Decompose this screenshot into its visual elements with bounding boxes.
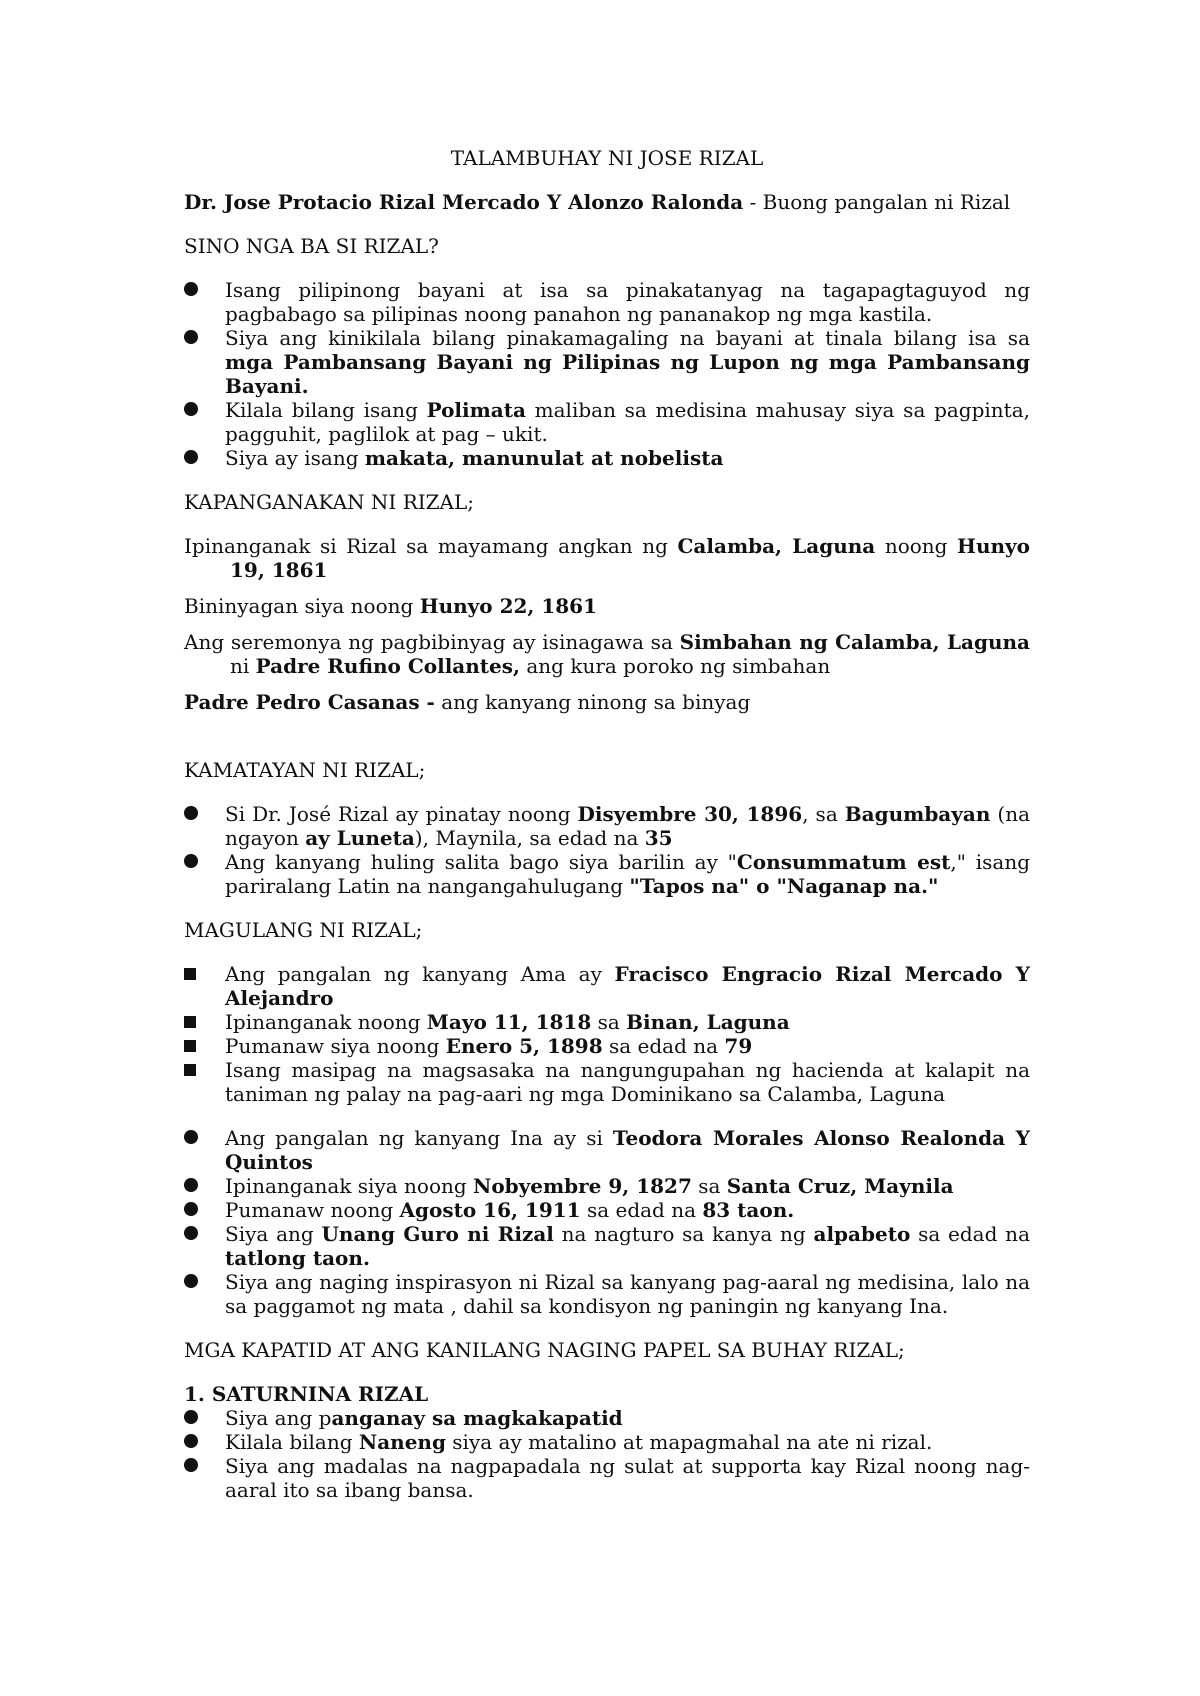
list-text-bold: Polimata [426, 398, 526, 422]
fullname-line [184, 190, 1030, 214]
list-text-bold: Santa Cruz, Maynila [726, 1174, 954, 1198]
fullname-rest: - Buong pangalan ni Rizal [743, 190, 1011, 214]
section-heading-sino: SINO NGA BA SI RIZAL? [184, 234, 439, 258]
list-item [184, 802, 1030, 850]
list-item [184, 278, 1030, 326]
bullet-square-icon [184, 1016, 196, 1028]
list-text: Kilala bilang [225, 1430, 359, 1454]
sibling-heading-text: 1. SATURNINA RIZAL [184, 1382, 429, 1406]
list-item [184, 1406, 1030, 1430]
list-text: Isang pilipinong bayani at isa sa pinakatanyag na tagapagtaguyod ng pagbabago sa pilipinas noong panahon ng pananakop ng mga kastila. [225, 278, 1030, 326]
list-text: (na ngayon [225, 802, 1031, 850]
bullet-dot-icon [184, 450, 198, 464]
list-text-bold: mga Pambansang Bayani ng Pilipinas ng Lupon ng mga Pambansang Bayani. [225, 350, 1030, 398]
list-text: Siya ang kinikilala bilang pinakamagaling na bayani at tinala bilang isa sa [225, 326, 1030, 350]
text-run-bold: Calamba, Laguna [677, 534, 876, 558]
list-text: na nagturo sa kanya ng [553, 1222, 814, 1246]
list-text: ), Maynila, sa edad na [414, 826, 645, 850]
bullet-dot-icon [184, 1178, 198, 1192]
list-text-bold: Nobyembre 9, 1827 [473, 1174, 692, 1198]
bullet-square-icon [184, 1040, 196, 1052]
list-item [184, 1034, 1030, 1058]
list-item [184, 1430, 1030, 1454]
list-text-bold: Agosto 16, 1911 [399, 1198, 581, 1222]
list-text-bold: 83 taon. [702, 1198, 795, 1222]
list-text-bold: 35 [644, 826, 673, 850]
bullet-dot-icon [184, 330, 198, 344]
list-text-bold: Binan, Laguna [626, 1010, 790, 1034]
list-item [184, 1198, 1030, 1222]
bullet-square-icon [184, 1064, 196, 1076]
list-item [184, 446, 1030, 470]
list-text: sa edad na [580, 1198, 703, 1222]
bullet-dot-icon [184, 1434, 198, 1448]
bullet-dot-icon [184, 854, 198, 868]
list-item [184, 398, 1030, 446]
list-text-bold: alpabeto [813, 1222, 911, 1246]
list-text: ," isang pariralang Latin na nangangahulugang [225, 850, 1030, 898]
text-run: ni [230, 654, 256, 678]
text-run: Ipinanganak si Rizal sa mayamang angkan ng [184, 534, 678, 558]
list-text: Ipinanganak siya noong [225, 1174, 474, 1198]
text-run-bold: Padre Rufino Collantes, [255, 654, 520, 678]
list-text: maliban sa medisina mahusay siya sa pagpinta, pagguhit, paglilok at pag – ukit. [225, 398, 1031, 446]
list-item [184, 1058, 1030, 1106]
list-text: Ipinanganak noong [225, 1010, 427, 1034]
list-text: Ang pangalan ng kanyang Ama ay [225, 962, 615, 986]
list-text-bold: Enero 5, 1898 [445, 1034, 603, 1058]
list-text-bold: ay Luneta [305, 826, 415, 850]
section-heading-kapanganakan: KAPANGANAKAN NI RIZAL; [184, 490, 475, 514]
section-heading-magulang: MAGULANG NI RIZAL; [184, 918, 423, 942]
list-text: Siya ang madalas na nagpapadala ng sulat at supporta kay Rizal noong nag-aaral ito sa ibang bansa. [225, 1454, 1030, 1502]
list-item [184, 1454, 1030, 1502]
bullet-dot-icon [184, 1226, 198, 1240]
text-run: Bininyagan siya noong [184, 594, 420, 618]
text-run: ang kura poroko ng simbahan [520, 654, 831, 678]
section-heading-kamatayan: KAMATAYAN NI RIZAL; [184, 758, 426, 782]
list-text: Ang pangalan ng kanyang Ina ay si [225, 1126, 613, 1150]
bullet-dot-icon [184, 1274, 198, 1288]
list-item [184, 962, 1030, 1010]
text-run-bold: Hunyo 22, 1861 [419, 594, 598, 618]
list-text: Siya ang p [225, 1406, 332, 1430]
birth-paragraph [184, 534, 1030, 582]
list-text: Si Dr. José Rizal ay pinatay noong [225, 802, 578, 826]
list-text-bold: Fracisco Engracio Rizal Mercado Y Alejandro [225, 962, 1031, 1010]
list-item [184, 1270, 1030, 1318]
list-text-bold: Naneng [358, 1430, 446, 1454]
list-text-bold: Mayo 11, 1818 [426, 1010, 592, 1034]
page-title: TALAMBUHAY NI JOSE RIZAL [450, 146, 764, 170]
list-text-bold: Bagumbayan [844, 802, 991, 826]
list-text: sa [591, 1010, 627, 1034]
list-item [184, 850, 1030, 898]
list-text: sa edad na [602, 1034, 725, 1058]
bullet-dot-icon [184, 1458, 198, 1472]
list-text: Pumanaw noong [225, 1198, 400, 1222]
text-run-bold: Padre Pedro Casanas - [184, 690, 435, 714]
saturnina-list [184, 1406, 1030, 1502]
list-text: Siya ang naging inspirasyon ni Rizal sa kanyang pag-aaral ng medisina, lalo na sa paggamot ng mata , dahil sa kondisyon ng paningin ng kanyang Ina. [225, 1270, 1030, 1318]
list-item [184, 1010, 1030, 1034]
list-text: Kilala bilang isang [225, 398, 427, 422]
list-text: Isang masipag na magsasaka na nangungupahan ng hacienda at kalapit na taniman ng palay na pag-aari ng mga Dominikano sa Calamba, Laguna [225, 1058, 1030, 1106]
bullet-dot-icon [184, 282, 198, 296]
list-item [184, 1126, 1030, 1174]
list-text-bold: Teodora Morales Alonso Realonda Y Quintos [225, 1126, 1031, 1174]
list-text: , sa [802, 802, 845, 826]
text-run-bold: Hunyo 19, 1861 [230, 534, 1030, 582]
bullet-dot-icon [184, 1130, 198, 1144]
bullet-dot-icon [184, 806, 198, 820]
fullname-bold: Dr. Jose Protacio Rizal Mercado Y Alonzo Ralonda [184, 190, 744, 214]
spacer [184, 726, 1030, 758]
list-item [184, 326, 1030, 398]
list-text: Ang kanyang huling salita bago siya barilin ay " [225, 850, 737, 874]
list-text-bold: makata, manunulat at nobelista [364, 446, 724, 470]
bullet-dot-icon [184, 1410, 198, 1424]
list-text-bold: Disyembre 30, 1896 [577, 802, 803, 826]
list-text: Siya ang [225, 1222, 322, 1246]
bullet-square-icon [184, 968, 196, 980]
list-text-bold: Consummatum est [736, 850, 951, 874]
baptism-place-paragraph [184, 630, 1030, 678]
list-text: sa edad na [910, 1222, 1030, 1246]
bullet-dot-icon [184, 1202, 198, 1216]
list-text-bold: anganay sa magkakapatid [331, 1406, 623, 1430]
list-text: Siya ay isang [225, 446, 365, 470]
ina-list [184, 1126, 1030, 1318]
section-heading-kapatid: MGA KAPATID AT ANG KANILANG NAGING PAPEL SA BUHAY RIZAL; [184, 1338, 905, 1362]
kamatayan-list [184, 802, 1030, 898]
list-text: sa [691, 1174, 727, 1198]
baptism-date-paragraph [184, 594, 1030, 618]
list-text: siya ay matalino at mapagmahal na ate ni rizal. [445, 1430, 933, 1454]
list-text-bold: Unang Guro ni Rizal [321, 1222, 554, 1246]
godfather-paragraph [184, 690, 1030, 714]
text-run-bold: Simbahan ng Calamba, Laguna [679, 630, 1031, 654]
text-run: Ang seremonya ng pagbibinyag ay isinagawa sa [184, 630, 680, 654]
sino-list [184, 278, 1030, 470]
list-text-bold: 79 [724, 1034, 753, 1058]
bullet-dot-icon [184, 402, 198, 416]
ama-list [184, 962, 1030, 1106]
list-text-bold: "Tapos na" o "Naganap na." [629, 874, 939, 898]
sibling-heading-saturnina [184, 1382, 1030, 1406]
list-text-bold: tatlong taon. [225, 1246, 370, 1270]
text-run: noong [875, 534, 958, 558]
list-text: Pumanaw siya noong [225, 1034, 446, 1058]
list-item [184, 1222, 1030, 1270]
document-body [184, 146, 1030, 1522]
list-item [184, 1174, 1030, 1198]
text-run: ang kanyang ninong sa binyag [434, 690, 751, 714]
